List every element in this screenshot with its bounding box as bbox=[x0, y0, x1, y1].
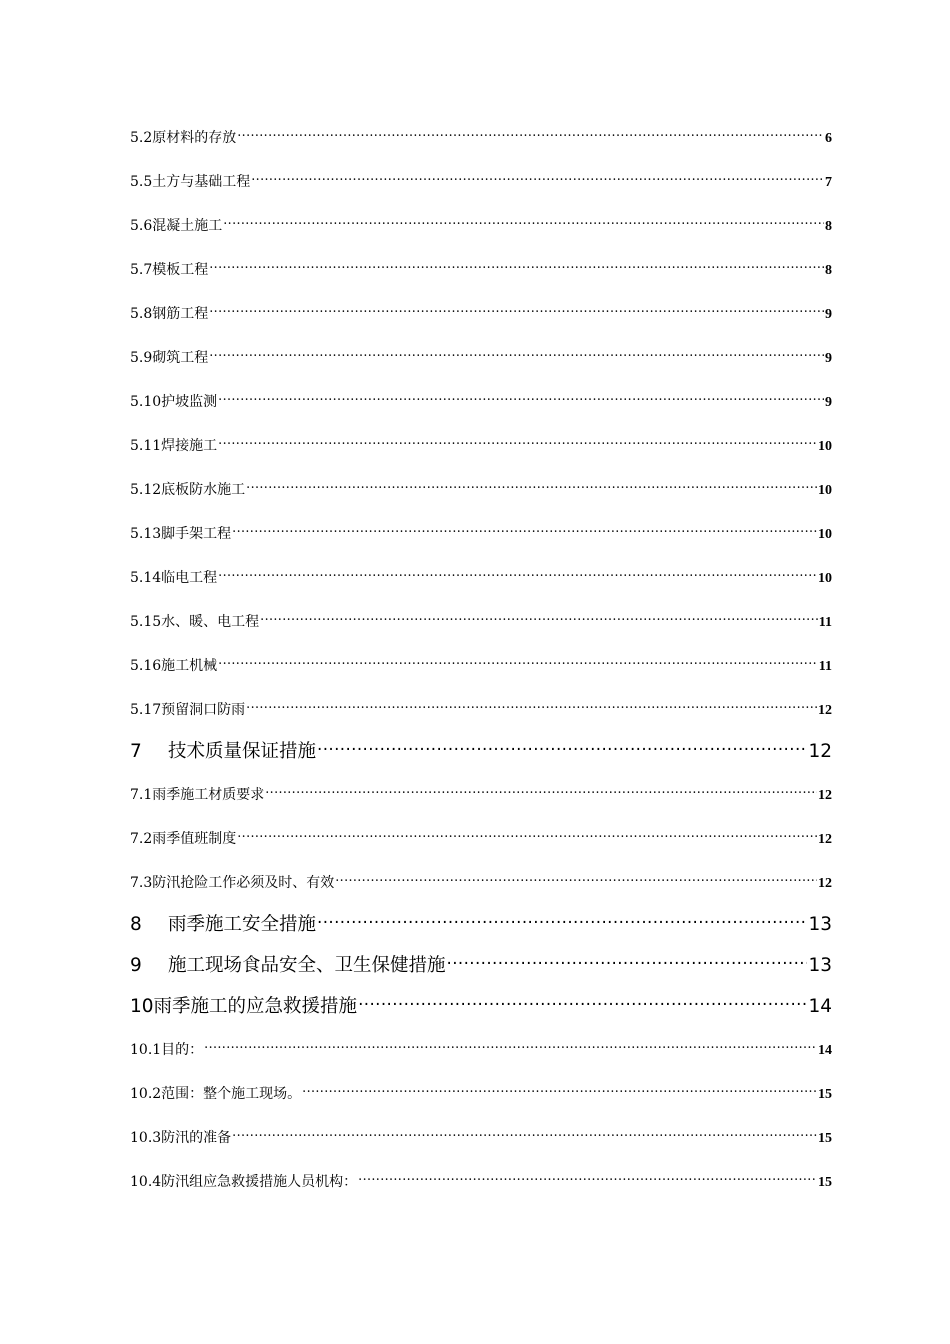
toc-number: 10 bbox=[130, 995, 154, 1017]
toc-number: 10.3 bbox=[130, 1130, 162, 1146]
toc-text: 预留洞口防雨 bbox=[161, 702, 246, 718]
dot-leader bbox=[447, 952, 808, 971]
dot-leader bbox=[317, 911, 807, 930]
toc-text: 原材料的存放 bbox=[152, 130, 237, 146]
toc-entry[interactable] bbox=[130, 873, 832, 893]
toc-entry[interactable] bbox=[130, 700, 832, 720]
toc-number: 9 bbox=[130, 954, 142, 976]
toc-number: 5.5 bbox=[130, 174, 153, 190]
toc-text: 防汛抢险工作必须及时、有效 bbox=[152, 875, 335, 891]
dot-leader bbox=[223, 216, 824, 230]
toc-number: 8 bbox=[130, 913, 142, 935]
dot-leader bbox=[335, 873, 817, 887]
toc-page-number: 11 bbox=[818, 659, 832, 674]
toc-text: 脚手架工程 bbox=[161, 526, 232, 542]
toc-page-number: 12 bbox=[818, 876, 832, 891]
toc-number: 5.6 bbox=[130, 218, 153, 234]
toc-page-number: 12 bbox=[808, 740, 832, 762]
dot-leader bbox=[209, 304, 824, 318]
toc-entry-chapter[interactable] bbox=[130, 738, 832, 763]
toc-page-number: 10 bbox=[818, 527, 832, 542]
dot-leader bbox=[218, 392, 824, 406]
toc-entry-chapter[interactable] bbox=[130, 993, 832, 1018]
dot-leader bbox=[251, 172, 824, 186]
dot-leader bbox=[218, 568, 817, 582]
toc-page-number: 6 bbox=[825, 131, 832, 146]
toc-number: 7 bbox=[130, 740, 142, 762]
toc-entry[interactable] bbox=[130, 568, 832, 588]
toc-entry[interactable] bbox=[130, 1128, 832, 1148]
toc-number: 5.13 bbox=[130, 526, 162, 542]
toc-number: 10.2 bbox=[130, 1086, 162, 1102]
toc-page-number: 12 bbox=[818, 703, 832, 718]
toc-page-number: 13 bbox=[808, 913, 832, 935]
toc-text: 施工现场食品安全、卫生保健措施 bbox=[168, 954, 446, 976]
toc-text: 砌筑工程 bbox=[152, 350, 209, 366]
toc-entry[interactable] bbox=[130, 829, 832, 849]
toc-number: 5.9 bbox=[130, 350, 153, 366]
toc-page-number: 11 bbox=[818, 615, 832, 630]
dot-leader bbox=[204, 1040, 817, 1054]
toc-text: 雨季施工的应急救援措施 bbox=[153, 995, 358, 1017]
toc-text: 防汛的准备 bbox=[161, 1130, 232, 1146]
dot-leader bbox=[302, 1084, 817, 1098]
toc-entry[interactable] bbox=[130, 348, 832, 368]
toc-page-number: 14 bbox=[818, 1043, 832, 1058]
toc-number: 5.14 bbox=[130, 570, 162, 586]
toc-text: 雨季施工材质要求 bbox=[152, 787, 265, 803]
toc-entry[interactable] bbox=[130, 304, 832, 324]
toc-entry-chapter[interactable] bbox=[130, 952, 832, 977]
toc-text: 技术质量保证措施 bbox=[168, 740, 317, 762]
toc-number: 10.4 bbox=[130, 1174, 162, 1190]
toc-number: 7.1 bbox=[130, 787, 153, 803]
toc-text: 底板防水施工 bbox=[161, 482, 246, 498]
toc-number: 7.3 bbox=[130, 875, 153, 891]
toc-entry[interactable] bbox=[130, 216, 832, 236]
toc-entry[interactable] bbox=[130, 612, 832, 632]
toc-number: 5.7 bbox=[130, 262, 153, 278]
toc-number: 5.10 bbox=[130, 394, 162, 410]
toc-entry[interactable] bbox=[130, 785, 832, 805]
toc-entry[interactable] bbox=[130, 1172, 832, 1192]
toc-page-number: 12 bbox=[818, 788, 832, 803]
toc-number: 5.16 bbox=[130, 658, 162, 674]
toc-text: 水、暖、电工程 bbox=[161, 614, 260, 630]
toc-text: 临电工程 bbox=[161, 570, 218, 586]
toc-number: 5.15 bbox=[130, 614, 162, 630]
dot-leader bbox=[218, 656, 818, 670]
toc-text: 雨季值班制度 bbox=[152, 831, 237, 847]
toc-page-number: 12 bbox=[818, 832, 832, 847]
toc-entry[interactable] bbox=[130, 656, 832, 676]
dot-leader bbox=[218, 436, 817, 450]
dot-leader bbox=[237, 128, 824, 142]
toc-entry[interactable] bbox=[130, 392, 832, 412]
toc-number: 5.8 bbox=[130, 306, 153, 322]
dot-leader bbox=[358, 1172, 817, 1186]
toc-entry[interactable] bbox=[130, 172, 832, 192]
toc-number: 7.2 bbox=[130, 831, 153, 847]
toc-number: 10.1 bbox=[130, 1042, 162, 1058]
toc-page-number: 8 bbox=[825, 263, 832, 278]
toc-text: 模板工程 bbox=[152, 262, 209, 278]
toc-page-number: 8 bbox=[825, 219, 832, 234]
toc-text: 土方与基础工程 bbox=[152, 174, 251, 190]
toc-page-number: 14 bbox=[808, 995, 832, 1017]
toc-page-number: 9 bbox=[825, 351, 832, 366]
toc-entry[interactable] bbox=[130, 260, 832, 280]
dot-leader bbox=[260, 612, 818, 626]
toc-text: 防汛组应急救援措施人员机构： bbox=[161, 1174, 358, 1190]
toc-text: 焊接施工 bbox=[161, 438, 218, 454]
toc-number: 5.17 bbox=[130, 702, 162, 718]
toc-page-number: 15 bbox=[818, 1087, 832, 1102]
dot-leader bbox=[358, 993, 807, 1012]
dot-leader bbox=[232, 524, 817, 538]
dot-leader bbox=[246, 480, 817, 494]
toc-text: 目的： bbox=[161, 1042, 204, 1058]
toc-number: 5.2 bbox=[130, 130, 153, 146]
toc-page-number: 7 bbox=[825, 175, 832, 190]
dot-leader bbox=[232, 1128, 817, 1142]
toc-text: 护坡监测 bbox=[161, 394, 218, 410]
toc-page-number: 10 bbox=[818, 439, 832, 454]
dot-leader bbox=[209, 260, 824, 274]
toc-page-number: 15 bbox=[818, 1131, 832, 1146]
toc-text: 范围：整个施工现场。 bbox=[161, 1086, 302, 1102]
toc-text: 雨季施工安全措施 bbox=[168, 913, 317, 935]
dot-leader bbox=[246, 700, 817, 714]
toc-number: 5.12 bbox=[130, 482, 162, 498]
toc-text: 钢筋工程 bbox=[152, 306, 209, 322]
toc-entry[interactable] bbox=[130, 436, 832, 456]
toc-entry[interactable] bbox=[130, 1040, 832, 1060]
toc-entry[interactable] bbox=[130, 524, 832, 544]
toc-page-number: 13 bbox=[808, 954, 832, 976]
dot-leader bbox=[265, 785, 817, 799]
toc-page-number: 10 bbox=[818, 571, 832, 586]
toc-page-number: 10 bbox=[818, 483, 832, 498]
toc-text: 施工机械 bbox=[161, 658, 218, 674]
toc-entry-chapter[interactable] bbox=[130, 911, 832, 936]
dot-leader bbox=[209, 348, 824, 362]
toc-entry[interactable] bbox=[130, 128, 832, 148]
toc-entry[interactable] bbox=[130, 480, 832, 500]
toc-entry[interactable] bbox=[130, 1084, 832, 1104]
toc-page-number: 9 bbox=[825, 307, 832, 322]
dot-leader bbox=[317, 738, 807, 757]
toc-number: 5.11 bbox=[130, 438, 162, 454]
toc-page-number: 9 bbox=[825, 395, 832, 410]
dot-leader bbox=[237, 829, 817, 843]
toc-text: 混凝土施工 bbox=[152, 218, 223, 234]
toc-page-number: 15 bbox=[818, 1175, 832, 1190]
